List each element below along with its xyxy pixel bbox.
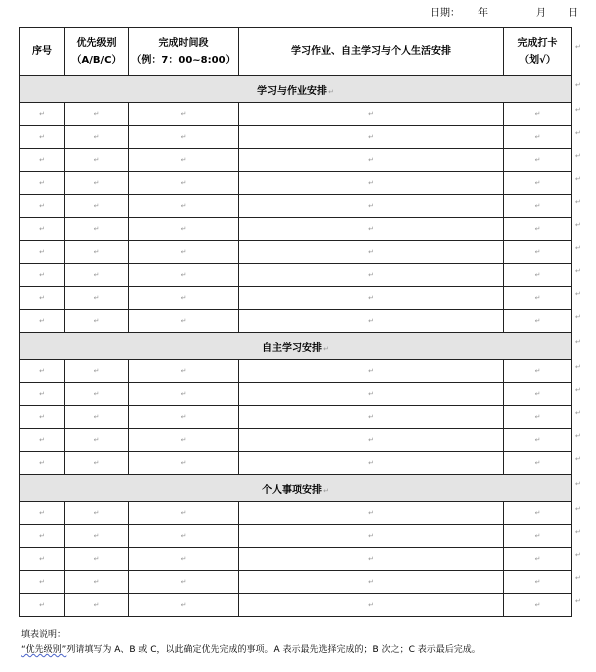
row-end-mark: ↵: [575, 362, 581, 371]
table-cell[interactable]: ↵: [239, 126, 504, 149]
table-cell[interactable]: ↵: [504, 126, 572, 149]
table-cell[interactable]: ↵: [65, 548, 129, 571]
table-cell[interactable]: ↵: [65, 594, 129, 617]
table-cell[interactable]: ↵: [65, 502, 129, 525]
row-end-mark: ↵: [575, 504, 581, 513]
table-cell[interactable]: ↵: [129, 383, 239, 406]
table-cell[interactable]: ↵: [129, 548, 239, 571]
table-row: [20, 548, 572, 571]
table-cell[interactable]: ↵: [239, 594, 504, 617]
table-cell[interactable]: ↵: [239, 241, 504, 264]
row-end-mark: ↵: [575, 197, 581, 206]
paragraph-mark: ↵: [328, 87, 334, 96]
table-cell[interactable]: ↵: [504, 103, 572, 126]
table-cell[interactable]: ↵: [129, 103, 239, 126]
table-cell[interactable]: ↵: [65, 241, 129, 264]
table-row: [20, 525, 572, 548]
header-priority-line2: （A/B/C）: [71, 54, 122, 66]
table-cell[interactable]: ↵: [239, 103, 504, 126]
table-cell[interactable]: ↵: [20, 195, 65, 218]
table-row: [20, 429, 572, 452]
header-row: [20, 28, 572, 76]
table-row: [20, 571, 572, 594]
table-cell[interactable]: ↵: [504, 172, 572, 195]
table-cell[interactable]: ↵: [65, 126, 129, 149]
table-cell[interactable]: ↵: [239, 502, 504, 525]
table-cell[interactable]: ↵: [504, 360, 572, 383]
header-index-line1: 序号: [32, 46, 52, 57]
table-cell[interactable]: ↵: [129, 264, 239, 287]
table-cell[interactable]: ↵: [129, 126, 239, 149]
row-end-mark: ↵: [575, 479, 581, 488]
table-cell[interactable]: ↵: [504, 571, 572, 594]
table-cell[interactable]: ↵: [239, 525, 504, 548]
table-cell[interactable]: ↵: [65, 429, 129, 452]
row-end-mark: ↵: [575, 337, 581, 346]
table-cell[interactable]: ↵: [239, 571, 504, 594]
table-cell[interactable]: ↵: [504, 548, 572, 571]
table-cell[interactable]: ↵: [129, 241, 239, 264]
table-cell[interactable]: ↵: [129, 571, 239, 594]
table-cell[interactable]: ↵: [20, 103, 65, 126]
table-cell[interactable]: ↵: [65, 406, 129, 429]
table-cell[interactable]: ↵: [65, 383, 129, 406]
table-cell[interactable]: ↵: [65, 172, 129, 195]
header-time-slot-line2: （例：7：00~8:00）: [131, 54, 236, 66]
table-row: [20, 149, 572, 172]
table-row: [20, 287, 572, 310]
row-end-mark: ↵: [575, 431, 581, 440]
row-end-mark: ↵: [575, 573, 581, 582]
table-cell[interactable]: ↵: [129, 287, 239, 310]
row-end-mark: ↵: [575, 220, 581, 229]
table-cell[interactable]: ↵: [239, 406, 504, 429]
row-end-mark: ↵: [575, 243, 581, 252]
row-end-mark: ↵: [575, 105, 581, 114]
table-cell[interactable]: ↵: [129, 594, 239, 617]
section-title-text: 自主学习安排: [262, 342, 323, 354]
table-cell[interactable]: ↵: [129, 310, 239, 333]
notes-line: [21, 643, 481, 658]
row-end-mark: ↵: [575, 289, 581, 298]
table-cell[interactable]: ↵: [65, 452, 129, 475]
header-priority: [65, 28, 129, 76]
table-cell[interactable]: ↵: [504, 452, 572, 475]
table-cell[interactable]: ↵: [65, 195, 129, 218]
table-cell[interactable]: ↵: [65, 218, 129, 241]
table-cell[interactable]: ↵: [65, 264, 129, 287]
table-cell[interactable]: ↵: [129, 172, 239, 195]
table-cell[interactable]: ↵: [20, 360, 65, 383]
row-end-mark: ↵: [575, 385, 581, 394]
table-cell[interactable]: ↵: [239, 360, 504, 383]
table-cell[interactable]: ↵: [65, 103, 129, 126]
table-cell[interactable]: ↵: [239, 310, 504, 333]
date-month: 月: [536, 8, 546, 19]
table-row: [20, 218, 572, 241]
header-arrangement-line1: 学习作业、自主学习与个人生活安排: [291, 46, 451, 57]
table-cell[interactable]: ↵: [504, 264, 572, 287]
table-cell[interactable]: ↵: [20, 383, 65, 406]
table-row: [20, 241, 572, 264]
row-end-mark: ↵: [575, 527, 581, 536]
paragraph-mark: ↵: [323, 486, 329, 495]
section-title: [20, 333, 572, 360]
daily-plan-table: [19, 27, 572, 617]
table-row: [20, 310, 572, 333]
date-year: 年: [478, 8, 488, 19]
section-title: [20, 76, 572, 103]
row-end-mark: ↵: [575, 151, 581, 160]
table-cell[interactable]: ↵: [65, 310, 129, 333]
table-cell[interactable]: ↵: [20, 287, 65, 310]
table-row: [20, 264, 572, 287]
table-cell[interactable]: ↵: [20, 172, 65, 195]
table-cell[interactable]: ↵: [504, 406, 572, 429]
table-cell[interactable]: ↵: [504, 195, 572, 218]
row-end-mark: ↵: [575, 43, 581, 51]
fill-instructions: [21, 628, 481, 658]
table-cell[interactable]: ↵: [239, 548, 504, 571]
table-cell[interactable]: ↵: [504, 429, 572, 452]
table-row: [20, 103, 572, 126]
date-label: 日期：: [430, 8, 460, 19]
table-cell[interactable]: ↵: [129, 502, 239, 525]
table-cell[interactable]: ↵: [65, 149, 129, 172]
table-cell[interactable]: ↵: [239, 287, 504, 310]
table-cell[interactable]: ↵: [504, 149, 572, 172]
table-cell[interactable]: ↵: [20, 149, 65, 172]
table-cell[interactable]: ↵: [129, 452, 239, 475]
row-end-mark: ↵: [575, 596, 581, 605]
section-title: [20, 475, 572, 502]
table-row: [20, 126, 572, 149]
table-cell[interactable]: ↵: [65, 571, 129, 594]
table-cell[interactable]: ↵: [239, 383, 504, 406]
table-cell[interactable]: ↵: [239, 218, 504, 241]
table-cell[interactable]: ↵: [239, 429, 504, 452]
table-cell[interactable]: ↵: [504, 218, 572, 241]
table-row: [20, 383, 572, 406]
table-cell[interactable]: ↵: [504, 287, 572, 310]
table-row: [20, 172, 572, 195]
table-cell[interactable]: ↵: [504, 241, 572, 264]
section-header-row: [20, 475, 572, 502]
header-checkin: [504, 28, 572, 76]
header-checkin-line2: （划√）: [519, 54, 556, 66]
table-cell[interactable]: ↵: [20, 594, 65, 617]
table-cell[interactable]: ↵: [504, 383, 572, 406]
header-checkin-line1: 完成打卡: [517, 37, 558, 49]
table-cell[interactable]: ↵: [20, 525, 65, 548]
section-title-text: 学习与作业安排: [257, 85, 328, 97]
row-end-mark: ↵: [575, 80, 581, 89]
table-cell[interactable]: ↵: [65, 287, 129, 310]
row-end-mark: ↵: [575, 174, 581, 183]
table-cell[interactable]: ↵: [20, 406, 65, 429]
table-cell[interactable]: ↵: [129, 218, 239, 241]
table-cell[interactable]: ↵: [239, 149, 504, 172]
table-row: [20, 360, 572, 383]
table-cell[interactable]: ↵: [239, 172, 504, 195]
header-arrangement: [239, 28, 504, 76]
table-cell[interactable]: ↵: [20, 241, 65, 264]
table-cell[interactable]: ↵: [504, 594, 572, 617]
section-header-row: [20, 76, 572, 103]
table-cell[interactable]: ↵: [20, 502, 65, 525]
table-cell[interactable]: ↵: [65, 525, 129, 548]
table-cell[interactable]: ↵: [504, 310, 572, 333]
table-cell[interactable]: ↵: [239, 195, 504, 218]
notes-prefix: “优先级别”: [21, 645, 67, 655]
paragraph-marks: [575, 0, 585, 640]
row-end-mark: ↵: [575, 266, 581, 275]
table-cell[interactable]: ↵: [20, 452, 65, 475]
table-row: [20, 406, 572, 429]
table-cell[interactable]: ↵: [129, 429, 239, 452]
table-cell[interactable]: ↵: [129, 149, 239, 172]
date-day: 日: [568, 8, 578, 19]
row-end-mark: ↵: [575, 454, 581, 463]
header-time-slot: [129, 28, 239, 76]
table-cell[interactable]: ↵: [20, 548, 65, 571]
table-cell[interactable]: ↵: [504, 502, 572, 525]
table-cell[interactable]: ↵: [239, 264, 504, 287]
table-row: [20, 195, 572, 218]
table-cell[interactable]: ↵: [20, 310, 65, 333]
table-cell[interactable]: ↵: [20, 264, 65, 287]
header-time-slot-line1: 完成时间段: [158, 37, 209, 49]
header-index: [20, 28, 65, 76]
table-cell[interactable]: ↵: [504, 525, 572, 548]
table-cell[interactable]: ↵: [129, 406, 239, 429]
row-end-mark: ↵: [575, 312, 581, 321]
table-row: [20, 594, 572, 617]
table-cell[interactable]: ↵: [129, 525, 239, 548]
table-cell[interactable]: ↵: [239, 452, 504, 475]
table-row: [20, 502, 572, 525]
table-cell[interactable]: ↵: [20, 429, 65, 452]
section-header-row: [20, 333, 572, 360]
notes-title: 填表说明：: [21, 630, 67, 640]
notes-rest: 列请填写为 A、B 或 C，以此确定优先完成的事项。A 表示最先选择完成的；B 次之；C 表示最后完成。: [66, 645, 481, 655]
paragraph-mark: ↵: [323, 344, 329, 353]
section-title-text: 个人事项安排: [262, 484, 323, 496]
row-end-mark: ↵: [575, 408, 581, 417]
table-cell[interactable]: ↵: [65, 360, 129, 383]
table-cell[interactable]: ↵: [20, 571, 65, 594]
row-end-mark: ↵: [575, 550, 581, 559]
table-cell[interactable]: ↵: [20, 218, 65, 241]
header-priority-line1: 优先级别: [76, 37, 117, 49]
table-cell[interactable]: ↵: [129, 195, 239, 218]
table-cell[interactable]: ↵: [129, 360, 239, 383]
row-end-mark: ↵: [575, 128, 581, 137]
table-cell[interactable]: ↵: [20, 126, 65, 149]
table-row: [20, 452, 572, 475]
